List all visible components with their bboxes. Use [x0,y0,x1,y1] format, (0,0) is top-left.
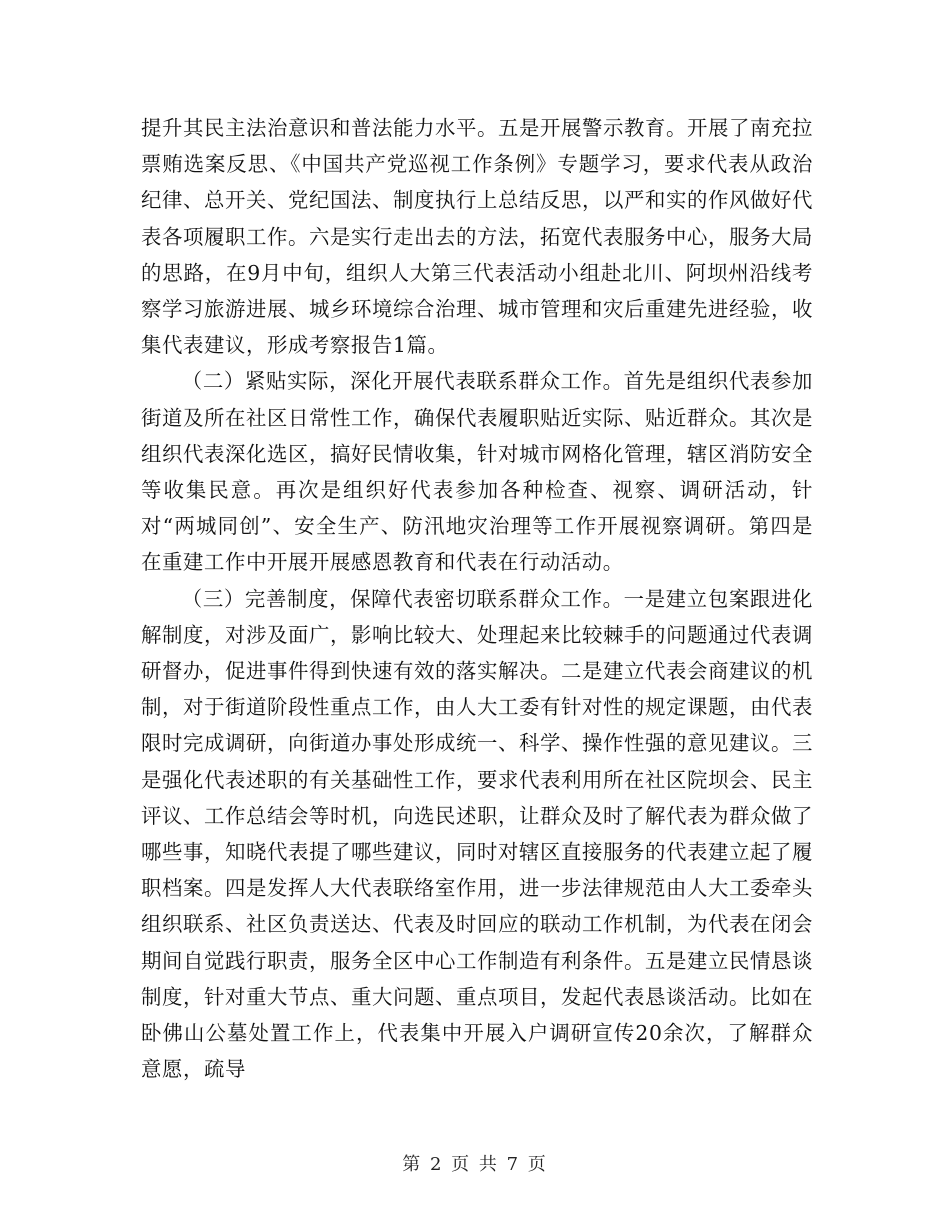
document-body [141,110,813,1087]
paragraph-2: （二）紧贴实际，深化开展代表联系群众工作。首先是组织代表参加街道及所在社区日常性工作，确保代表履职贴近实际、贴近群众。其次是组织代表深化选区，搞好民情收集，针对城市网格化管理，辖区消防安全等收集民意。再次是组织好代表参加各种检查、视察、调研活动，针对“两城同创”、安全生产、防汛地灾治理等工作开展视察调研。第四是在重建工作中开展开展感恩教育和代表在行动活动。 [141,369,813,575]
paragraph-1: 提升其民主法治意识和普法能力水平。五是开展警示教育。开展了南充拉票贿选案反思、《中国共产党巡视工作条例》专题学习，要求代表从政治纪律、总开关、党纪国法、制度执行上总结反思，以严和实的作风做好代表各项履职工作。六是实行走出去的方法，拓宽代表服务中心，服务大局的思路，在9月中旬，组织人大第三代表活动小组赴北川、阿坝州沿线考察学习旅游进展、城乡环境综合治理、城市管理和灾后重建先进经验，收集代表建议，形成考察报告1篇。 [141,116,813,358]
page-number-footer: 第 2 页 共 7 页 [402,1154,548,1175]
paragraph-3: （三）完善制度，保障代表密切联系群众工作。一是建立包案跟进化解制度，对涉及面广，影响比较大、处理起来比较棘手的问题通过代表调研督办，促进事件得到快速有效的落实解决。二是建立代表会商建议的机制，对于街道阶段性重点工作，由人大工委有针对性的规定课题，由代表限时完成调研，向街道办事处形成统一、科学、操作性强的意见建议。三是强化代表述职的有关基础性工作，要求代表利用所在社区院坝会、民主评议、工作总结会等时机，向选民述职，让群众及时了解代表为群众做了哪些事，知晓代表提了哪些建议，同时对辖区直接服务的代表建立起了履职档案。四是发挥人大代表联络室作用，进一步法律规范由人大工委牵头组织联系、社区负责送达、代表及时回应的联动工作机制，为代表在闭会期间自觉践行职责，服务全区中心工作制造有利条件。五是建立民情恳谈制度，针对重大节点、重大问题、重点项目，发起代表恳谈活动。比如在卧佛山公墓处置工作上，代表集中开展入户调研宣传20余次，了解群众意愿，疏导 [141,586,813,1082]
